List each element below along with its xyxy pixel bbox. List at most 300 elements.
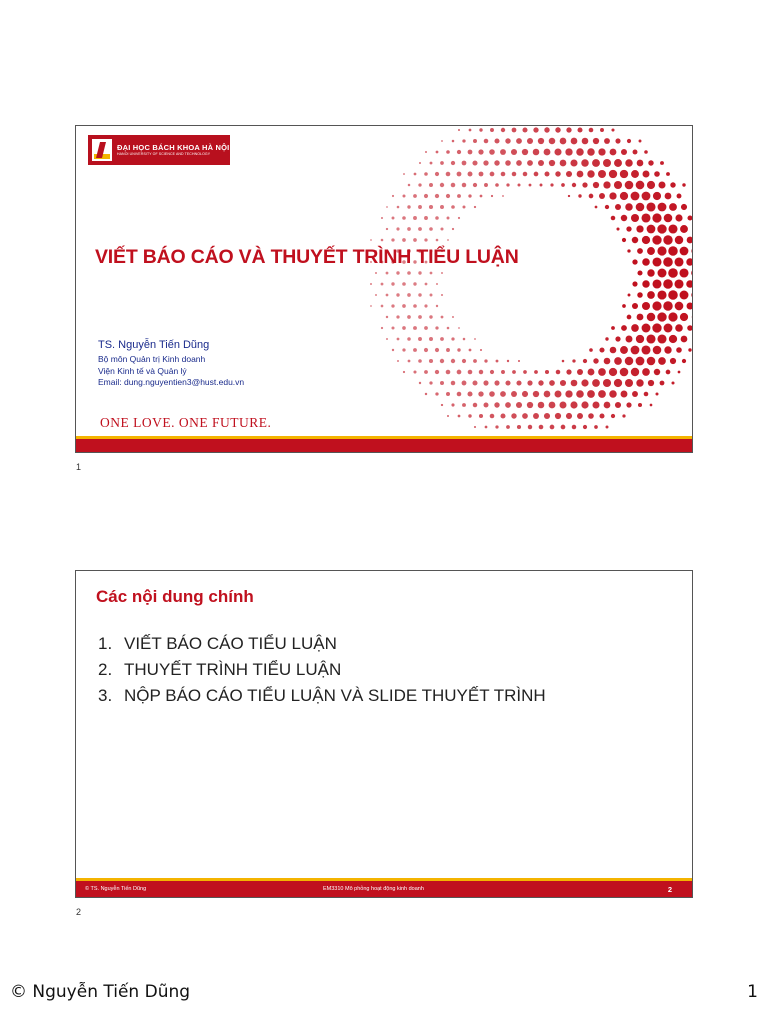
decorative-dot	[642, 280, 649, 287]
decorative-dot	[490, 128, 494, 132]
decorative-dot	[589, 348, 593, 352]
decorative-dot	[655, 392, 658, 395]
decorative-dot	[407, 227, 411, 231]
decorative-dot	[627, 249, 630, 252]
decorative-dot	[413, 194, 417, 198]
decorative-dot	[516, 402, 522, 408]
decorative-dot	[458, 327, 460, 329]
decorative-dot	[561, 425, 566, 430]
decorative-dot	[496, 360, 499, 363]
decorative-dot	[665, 193, 672, 200]
decorative-dot	[647, 181, 655, 189]
decorative-dot	[457, 348, 460, 351]
decorative-dot	[642, 368, 650, 376]
decorative-dot	[457, 150, 461, 154]
decorative-dot	[435, 172, 439, 176]
decorative-dot	[669, 203, 677, 211]
decorative-dot	[516, 160, 522, 166]
decorative-dot	[491, 195, 493, 197]
decorative-dot	[479, 172, 484, 177]
decorative-dot	[625, 203, 633, 211]
decorative-dot	[436, 283, 438, 285]
decorative-dot	[571, 380, 578, 387]
decorative-dot	[534, 370, 538, 374]
decorative-dot	[642, 258, 650, 266]
decorative-dot	[392, 217, 395, 220]
decorative-dot	[451, 381, 456, 386]
decorative-dot	[418, 205, 422, 209]
decorative-dot	[566, 413, 572, 419]
decorative-dot	[631, 192, 640, 201]
decorative-dot	[468, 194, 471, 197]
decorative-dot	[544, 127, 549, 132]
decorative-dot	[595, 206, 598, 209]
decorative-dot	[429, 183, 433, 187]
decorative-dot	[392, 349, 394, 351]
decorative-dot	[652, 257, 661, 266]
decorative-dot	[440, 205, 444, 209]
decorative-dot	[479, 414, 483, 418]
decorative-dot	[397, 338, 400, 341]
decorative-dot	[652, 279, 661, 288]
decorative-dot	[600, 128, 604, 132]
decorative-dot	[396, 315, 399, 318]
dot-pattern-decoration	[76, 126, 693, 453]
decorative-dot	[570, 159, 577, 166]
decorative-dot	[620, 368, 629, 377]
decorative-dot	[396, 271, 399, 274]
decorative-dot	[441, 140, 443, 142]
decorative-dot	[666, 370, 671, 375]
decorative-dot	[664, 214, 673, 223]
decorative-dot	[687, 325, 693, 331]
decorative-dot	[643, 171, 650, 178]
decorative-dot	[682, 359, 686, 363]
decorative-dot	[544, 391, 551, 398]
decorative-dot	[603, 181, 610, 188]
decorative-dot	[527, 160, 533, 166]
decorative-dot	[614, 181, 622, 189]
decorative-dot	[593, 138, 599, 144]
decorative-dot	[621, 215, 627, 221]
decorative-dot	[679, 268, 688, 277]
decorative-dot	[440, 227, 443, 230]
decorative-dot	[666, 172, 670, 176]
decorative-dot	[413, 282, 416, 285]
decorative-dot	[479, 370, 483, 374]
decorative-dot	[527, 138, 533, 144]
slide-2	[75, 570, 693, 898]
decorative-dot	[468, 370, 473, 375]
page-footer-author: © Nguyễn Tiến Dũng	[10, 982, 191, 1002]
decorative-dot	[490, 414, 495, 419]
decorative-dot	[402, 304, 406, 308]
decorative-dot	[631, 368, 639, 376]
decorative-dot	[545, 172, 550, 177]
decorative-dot	[386, 338, 388, 340]
decorative-dot	[555, 171, 560, 176]
decorative-dot	[474, 206, 476, 208]
decorative-dot	[462, 205, 465, 208]
decorative-dot	[468, 172, 473, 177]
decorative-dot	[402, 238, 406, 242]
decorative-dot	[636, 357, 645, 366]
decorative-dot	[441, 294, 443, 296]
decorative-dot	[480, 349, 482, 351]
decorative-dot	[540, 184, 543, 187]
decorative-dot	[517, 425, 521, 429]
decorative-dot	[560, 402, 567, 409]
decorative-dot	[549, 138, 556, 145]
decorative-dot	[494, 380, 499, 385]
decorative-dot	[446, 194, 450, 198]
decorative-dot	[647, 313, 655, 321]
decorative-dot	[576, 148, 583, 155]
university-emblem-icon	[92, 139, 112, 161]
decorative-dot	[424, 304, 427, 307]
list-item: 3. NỘP BÁO CÁO TIỂU LUẬN VÀ SLIDE THUYẾT TRÌNH	[98, 686, 546, 705]
decorative-dot	[668, 290, 678, 300]
decorative-dot	[646, 202, 655, 211]
decorative-dot	[457, 392, 462, 397]
decorative-dot	[615, 138, 620, 143]
decorative-dot	[610, 347, 617, 354]
decorative-dot	[474, 426, 476, 428]
decorative-dot	[561, 183, 565, 187]
decorative-dot	[495, 425, 498, 428]
decorative-dot	[594, 425, 598, 429]
decorative-dot	[463, 338, 466, 341]
decorative-dot	[641, 345, 650, 354]
decorative-dot	[484, 403, 489, 408]
decorative-dot	[478, 149, 483, 154]
decorative-dot	[381, 283, 384, 286]
decorative-dot	[625, 379, 633, 387]
decorative-dot	[429, 315, 432, 318]
decorative-dot	[660, 381, 665, 386]
decorative-dot	[549, 380, 555, 386]
decorative-dot	[435, 194, 439, 198]
decorative-dot	[462, 139, 465, 142]
decorative-dot	[440, 183, 444, 187]
decorative-dot	[518, 360, 520, 362]
decorative-dot	[436, 305, 438, 307]
decorative-dot	[462, 183, 467, 188]
decorative-dot	[381, 327, 383, 329]
decorative-dot	[555, 391, 562, 398]
decorative-dot	[572, 183, 576, 187]
decorative-dot	[647, 357, 656, 366]
decorative-dot	[413, 348, 417, 352]
decorative-dot	[505, 380, 510, 385]
decorative-dot	[539, 425, 544, 430]
decorative-dot	[675, 236, 683, 244]
decorative-dot	[674, 279, 683, 288]
decorative-dot	[495, 183, 499, 187]
decorative-dot	[657, 334, 666, 343]
decorative-dot	[402, 348, 405, 351]
decorative-dot	[675, 302, 684, 311]
decorative-dot	[627, 139, 631, 143]
decorative-dot	[472, 160, 477, 165]
decorative-dot	[418, 293, 421, 296]
decorative-dot	[583, 425, 587, 429]
decorative-dot	[669, 335, 677, 343]
decorative-dot	[565, 390, 572, 397]
decorative-dot	[457, 370, 462, 375]
decorative-dot	[440, 337, 444, 341]
decorative-dot	[556, 370, 561, 375]
decorative-dot	[407, 315, 411, 319]
decorative-dot	[429, 337, 433, 341]
decorative-dot	[516, 138, 522, 144]
logo-subname: HANOI UNIVERSITY OF SCIENCE AND TECHNOLOGY	[117, 152, 211, 156]
decorative-dot	[660, 161, 664, 165]
decorative-dot	[435, 392, 438, 395]
decorative-dot	[418, 227, 422, 231]
decorative-dot	[538, 138, 544, 144]
decorative-dot	[494, 160, 499, 165]
decorative-dot	[598, 368, 606, 376]
decorative-dot	[451, 205, 455, 209]
slide-number: 2	[76, 907, 82, 917]
decorative-dot	[507, 360, 509, 362]
decorative-dot	[440, 381, 444, 385]
decorative-dot	[408, 184, 411, 187]
decorative-dot	[644, 392, 649, 397]
decorative-dot	[663, 279, 673, 289]
decorative-dot	[473, 139, 477, 143]
decorative-dot	[419, 382, 421, 384]
slide-1	[75, 125, 693, 453]
decorative-dot	[691, 269, 693, 277]
decorative-dot	[664, 346, 671, 353]
decorative-dot	[533, 413, 539, 419]
decorative-dot	[621, 149, 627, 155]
decorative-dot	[397, 206, 400, 209]
decorative-dot	[625, 357, 634, 366]
decorative-dot	[500, 413, 505, 418]
decorative-dot	[419, 162, 421, 164]
decorative-dot	[626, 226, 631, 231]
decorative-dot	[598, 170, 606, 178]
decorative-dot	[386, 206, 388, 208]
decorative-dot	[642, 302, 650, 310]
decorative-dot	[625, 159, 632, 166]
decorative-dot	[560, 138, 567, 145]
decorative-dot	[639, 140, 642, 143]
decorative-dot	[636, 181, 645, 190]
decorative-dot	[462, 403, 466, 407]
decorative-dot	[386, 228, 388, 230]
decorative-dot	[687, 303, 693, 310]
decorative-dot	[587, 390, 595, 398]
decorative-dot	[615, 204, 621, 210]
decorative-dot	[636, 379, 643, 386]
decorative-dot	[560, 160, 567, 167]
decorative-dot	[402, 326, 406, 330]
decorative-dot	[414, 173, 417, 176]
decorative-dot	[647, 269, 654, 276]
decorative-dot	[658, 357, 666, 365]
decorative-dot	[402, 216, 406, 220]
decorative-dot	[566, 171, 572, 177]
page-footer-number: 1	[747, 982, 758, 1002]
decorative-dot	[663, 301, 672, 310]
decorative-dot	[501, 370, 505, 374]
decorative-dot	[638, 403, 642, 407]
decorative-dot	[391, 326, 394, 329]
decorative-dot	[512, 128, 517, 133]
decorative-dot	[678, 371, 681, 374]
decorative-dot	[647, 247, 655, 255]
decorative-dot	[483, 160, 488, 165]
decorative-dot	[506, 425, 510, 429]
decorative-dot	[632, 303, 638, 309]
decorative-dot	[396, 227, 399, 230]
decorative-dot	[550, 425, 555, 430]
decorative-dot	[485, 426, 488, 429]
slogan: ONE LOVE. ONE FUTURE.	[100, 415, 272, 430]
decorative-dot	[458, 415, 461, 418]
decorative-dot	[425, 393, 427, 395]
decorative-dot	[440, 359, 444, 363]
decorative-dot	[582, 182, 587, 187]
decorative-dot	[637, 292, 643, 298]
decorative-dot	[512, 172, 517, 177]
decorative-dot	[516, 380, 521, 385]
decorative-dot	[622, 414, 625, 417]
decorative-dot	[636, 335, 644, 343]
decorative-dot	[692, 314, 693, 320]
decorative-dot	[657, 290, 666, 299]
decorative-dot	[402, 194, 405, 197]
decorative-dot	[583, 359, 587, 363]
decorative-dot	[424, 370, 428, 374]
decorative-dot	[616, 227, 619, 230]
decorative-dot	[381, 305, 384, 308]
decorative-dot	[408, 360, 411, 363]
decorative-dot	[502, 195, 504, 197]
decorative-dot	[633, 150, 638, 155]
decorative-dot	[511, 413, 516, 418]
decorative-dot	[642, 236, 650, 244]
decorative-dot	[587, 148, 594, 155]
decorative-dot	[529, 184, 532, 187]
decorative-dot	[451, 359, 455, 363]
decorative-dot	[550, 183, 553, 186]
decorative-dot	[407, 337, 411, 341]
decorative-dot	[653, 346, 662, 355]
decorative-dot	[652, 323, 661, 332]
decorative-dot	[549, 402, 556, 409]
decorative-dot	[670, 358, 676, 364]
decorative-dot	[500, 391, 506, 397]
decorative-dot	[621, 391, 628, 398]
decorative-dot	[511, 149, 517, 155]
decorative-dot	[441, 272, 443, 274]
decorative-dot	[622, 304, 626, 308]
decorative-dot	[615, 402, 621, 408]
decorative-dot	[451, 337, 454, 340]
slide-title: VIẾT BÁO CÁO VÀ THUYẾT TRÌNH TIỂU LUẬN	[95, 246, 519, 268]
decorative-dot	[568, 195, 570, 197]
decorative-dot	[592, 401, 599, 408]
decorative-dot	[680, 225, 688, 233]
decorative-dot	[458, 217, 460, 219]
decorative-dot	[588, 413, 594, 419]
decorative-dot	[392, 195, 394, 197]
decorative-dot	[429, 359, 433, 363]
decorative-dot	[668, 268, 678, 278]
decorative-dot	[691, 247, 693, 254]
decorative-dot	[501, 172, 506, 177]
decorative-dot	[505, 160, 511, 166]
decorative-dot	[435, 326, 438, 329]
decorative-dot	[402, 282, 406, 286]
decorative-dot	[473, 403, 477, 407]
decorative-dot	[675, 324, 683, 332]
decorative-dot	[435, 216, 439, 220]
decorative-dot	[418, 183, 421, 186]
decorative-dot	[430, 162, 433, 165]
decorative-dot	[641, 213, 650, 222]
decorative-dot	[578, 194, 581, 197]
decorative-dot	[589, 194, 594, 199]
decorative-dot	[614, 379, 622, 387]
author-name: TS. Nguyễn Tiến Dũng	[98, 339, 210, 351]
decorative-dot	[500, 149, 506, 155]
decorative-dot	[440, 161, 444, 165]
decorative-dot	[555, 127, 560, 132]
decorative-dot	[680, 313, 688, 321]
decorative-dot	[469, 349, 472, 352]
decorative-dot	[598, 390, 606, 398]
decorative-dot	[505, 138, 510, 143]
decorative-dot	[582, 138, 589, 145]
decorative-dot	[391, 282, 394, 285]
decorative-dot	[447, 415, 449, 417]
decorative-dot	[413, 326, 417, 330]
decorative-dot	[566, 127, 571, 132]
decorative-dot	[593, 182, 599, 188]
decorative-dot	[609, 170, 617, 178]
decorative-dot	[457, 172, 462, 177]
decorative-dot	[631, 170, 639, 178]
decorative-dot	[572, 359, 575, 362]
decorative-dot	[425, 151, 427, 153]
decorative-dot	[484, 139, 489, 144]
decorative-dot	[381, 239, 384, 242]
decorative-dot	[424, 172, 428, 176]
decorative-dot	[451, 161, 455, 165]
decorative-dot	[650, 404, 653, 407]
logo-name: ĐẠI HỌC BÁCH KHOA HÀ NỘI	[117, 142, 230, 152]
decorative-dot	[473, 183, 477, 187]
decorative-dot	[631, 346, 640, 355]
decorative-dot	[425, 283, 428, 286]
decorative-dot	[681, 336, 688, 343]
decorative-dot	[494, 138, 499, 143]
decorative-dot	[682, 183, 685, 186]
decorative-dot	[637, 248, 643, 254]
decorative-dot	[670, 182, 675, 187]
decorative-dot	[544, 413, 550, 419]
decorative-dot	[599, 347, 604, 352]
decorative-dot	[675, 214, 682, 221]
decorative-dot	[418, 271, 421, 274]
decorative-dot	[467, 391, 472, 396]
